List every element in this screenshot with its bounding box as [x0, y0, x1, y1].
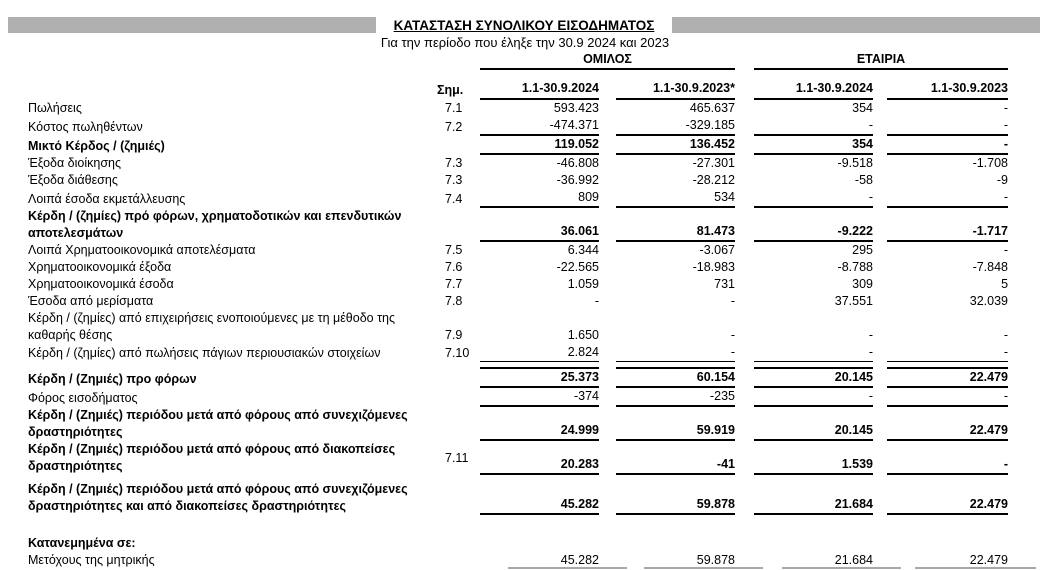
spacer — [599, 70, 616, 100]
table-row-other-financial-results — [28, 242, 1008, 259]
spacer — [599, 242, 616, 259]
value-cell: 119.052 — [480, 136, 599, 155]
value-cell: -22.565 — [556, 260, 599, 274]
value-cell: - — [594, 294, 599, 308]
spacer — [28, 70, 437, 100]
note-ref: 7.7 — [445, 277, 463, 291]
value-cell: -36.992 — [556, 173, 599, 187]
rule-segment — [480, 362, 599, 369]
value-cell: 1.059 — [567, 277, 599, 291]
value-cell: 295 — [852, 243, 873, 257]
spacer — [599, 475, 616, 515]
value-cell — [754, 515, 873, 552]
rule-segment — [887, 362, 1008, 369]
note-ref: 7.2 — [445, 120, 463, 134]
value-cell: 24.999 — [480, 407, 599, 441]
spacer — [437, 50, 480, 70]
group-header-omilos: ΟΜΙΛΟΣ — [480, 50, 735, 70]
value-cell — [616, 515, 735, 552]
spacer — [437, 362, 480, 369]
value-cell: 22.479 — [969, 553, 1009, 567]
row-label: Φόρος εισοδήματος — [28, 391, 138, 405]
value-cell: - — [887, 136, 1008, 155]
value-cell: - — [887, 344, 1008, 362]
spacer — [873, 362, 887, 369]
table-row-attributable-to — [28, 515, 1008, 552]
value-cell: -9 — [996, 173, 1009, 187]
spacer — [873, 155, 887, 172]
row-label: Πωλήσεις — [28, 101, 82, 115]
table-row-profit-discontinued-operations — [28, 441, 1008, 475]
row-label: Κατανεμημένα σε: — [28, 536, 136, 550]
column-header-etairia-2024: 1.1-30.9.2024 — [754, 70, 873, 100]
spacer — [735, 242, 754, 259]
note-ref — [437, 475, 480, 515]
value-cell: -46.808 — [556, 156, 599, 170]
column-header-row — [28, 70, 1008, 100]
value-cell: 22.479 — [887, 407, 1008, 441]
table-row-ebit — [28, 208, 1008, 242]
spacer — [599, 100, 616, 117]
value-cell: 6.344 — [567, 243, 599, 257]
spacer — [873, 276, 887, 293]
rule-segment — [754, 362, 873, 369]
value-cell: - — [754, 117, 873, 136]
value-cell: 59.878 — [616, 475, 735, 515]
value-cell: - — [887, 441, 1008, 475]
spacer — [599, 310, 616, 344]
value-cell: 21.684 — [834, 553, 873, 567]
row-label: Κέρδη / (Ζημιές) προ φόρων — [28, 372, 197, 386]
spacer — [873, 475, 887, 515]
value-cell: - — [754, 388, 873, 407]
spacer — [873, 310, 887, 344]
spacer — [873, 407, 887, 441]
spacer — [599, 515, 616, 552]
note-ref: 7.8 — [445, 294, 463, 308]
value-cell: 354 — [754, 136, 873, 155]
value-cell: 36.061 — [480, 208, 599, 242]
value-cell: 32.039 — [969, 294, 1009, 308]
spacer — [599, 117, 616, 136]
value-cell: 59.878 — [696, 553, 735, 567]
value-cell: 37.551 — [834, 294, 873, 308]
table-row-sales — [28, 100, 1008, 117]
note-ref — [437, 388, 480, 407]
value-cell: 21.684 — [754, 475, 873, 515]
spacer — [599, 441, 616, 475]
income-statement-table — [28, 50, 1008, 569]
spacer — [873, 441, 887, 475]
spacer — [735, 475, 754, 515]
value-cell: 5 — [1001, 277, 1009, 291]
value-cell: -8.788 — [837, 260, 873, 274]
spacer — [735, 369, 754, 388]
group-header-row — [28, 50, 1008, 70]
value-cell: -3.067 — [699, 243, 735, 257]
table-row-fixed-asset-sales-result — [28, 344, 1008, 362]
value-cell: 25.373 — [480, 369, 599, 388]
value-cell: - — [1003, 328, 1009, 342]
spacer — [873, 369, 887, 388]
value-cell: 2.824 — [480, 344, 599, 362]
value-cell: - — [1003, 101, 1009, 115]
spacer — [873, 515, 887, 552]
note-ref: 7.6 — [445, 260, 463, 274]
spacer — [599, 388, 616, 407]
table-border-fragment — [782, 567, 901, 569]
value-cell: 809 — [480, 189, 599, 208]
note-ref: 7.3 — [445, 156, 463, 170]
value-cell: - — [754, 344, 873, 362]
row-label: Μετόχους της μητρικής — [28, 553, 155, 567]
value-cell: - — [730, 328, 735, 342]
spacer — [873, 100, 887, 117]
note-ref: 7.9 — [445, 328, 463, 342]
note-ref — [437, 407, 480, 441]
table-row-income-tax — [28, 388, 1008, 407]
value-cell: -28.212 — [692, 173, 735, 187]
row-label: Κόστος πωληθέντων — [28, 120, 143, 134]
table-row-dividend-income — [28, 293, 1008, 310]
row-label: Χρηματοοικονομικά έξοδα — [28, 260, 172, 274]
value-cell: -58 — [854, 173, 873, 187]
note-ref: 7.4 — [445, 192, 463, 206]
spacer — [599, 344, 616, 362]
value-cell: - — [754, 189, 873, 208]
spacer — [735, 515, 754, 552]
spacer — [735, 310, 754, 344]
note-ref: 7.3 — [445, 173, 463, 187]
spacer — [599, 259, 616, 276]
spacer — [599, 362, 616, 369]
value-cell: -1.717 — [887, 208, 1008, 242]
spacer — [735, 50, 754, 70]
note-ref — [437, 515, 480, 552]
table-row-financial-income — [28, 276, 1008, 293]
value-cell: - — [887, 189, 1008, 208]
spacer — [735, 100, 754, 117]
page-title: ΚΑΤΑΣΤΑΣΗ ΣΥΝΟΛΙΚΟΥ ΕΙΣΟΔΗΜΑΤΟΣ — [376, 15, 673, 36]
spacer — [599, 407, 616, 441]
spacer — [735, 441, 754, 475]
spacer — [28, 50, 437, 70]
value-cell: -474.371 — [480, 117, 599, 136]
row-label: Λοιπά Χρηματοοικονομικά αποτελέσματα — [28, 243, 256, 257]
value-cell: 1.539 — [754, 441, 873, 475]
value-cell — [480, 515, 599, 552]
value-cell: 60.154 — [616, 369, 735, 388]
value-cell: 731 — [714, 277, 735, 291]
spacer — [735, 136, 754, 155]
rule-segment — [616, 362, 735, 369]
row-label: Έξοδα διοίκησης — [28, 156, 122, 170]
spacer — [873, 136, 887, 155]
title-band — [8, 17, 1040, 33]
table-border-fragment — [508, 567, 627, 569]
value-cell: 22.479 — [887, 369, 1008, 388]
table-row-admin-expenses — [28, 155, 1008, 172]
value-cell: - — [730, 294, 735, 308]
spacer — [599, 136, 616, 155]
spacer — [873, 293, 887, 310]
note-ref: 7.10 — [445, 346, 470, 360]
value-cell: 354 — [852, 101, 873, 115]
value-cell: -1.708 — [972, 156, 1009, 170]
table-row-profit-continuing-operations — [28, 407, 1008, 441]
spacer — [599, 369, 616, 388]
row-label: Κέρδη / (Ζημιές) περιόδου μετά από φόρους από διακοπείσες δραστηριότητες — [28, 442, 396, 473]
spacer — [735, 407, 754, 441]
value-cell: -9.518 — [837, 156, 873, 170]
spacer — [873, 344, 887, 362]
value-cell: 465.637 — [689, 101, 735, 115]
spacer — [735, 362, 754, 369]
column-header-omilos-2024: 1.1-30.9.2024 — [480, 70, 599, 100]
value-cell: 20.283 — [480, 441, 599, 475]
value-cell: 136.452 — [616, 136, 735, 155]
column-header-etairia-2023: 1.1-30.9.2023 — [887, 70, 1008, 100]
spacer — [873, 70, 887, 100]
spacer — [873, 259, 887, 276]
value-cell: 1.650 — [567, 328, 599, 342]
table-row-gross-profit — [28, 136, 1008, 155]
spacer — [735, 388, 754, 407]
spacer — [735, 70, 754, 100]
spacer — [873, 242, 887, 259]
value-cell: 593.423 — [553, 101, 599, 115]
spacer — [735, 293, 754, 310]
note-ref: 7.1 — [445, 101, 463, 115]
spacer — [735, 208, 754, 242]
value-cell: 309 — [852, 277, 873, 291]
spacer — [873, 117, 887, 136]
value-cell: 20.145 — [754, 369, 873, 388]
spacer — [873, 189, 887, 208]
table-row-cost-of-sales — [28, 117, 1008, 136]
value-cell: -329.185 — [616, 117, 735, 136]
table-row-total-profit — [28, 475, 1008, 515]
group-header-etairia: ΕΤΑΙΡΙΑ — [754, 50, 1008, 70]
spacer — [735, 344, 754, 362]
row-label: Κέρδη / (ζημίες) από επιχειρήσεις ενοποιούμενες με τη μέθοδο της καθαρής θέσης — [28, 311, 395, 342]
spacer — [873, 172, 887, 189]
spacer — [735, 259, 754, 276]
value-cell: -374 — [480, 388, 599, 407]
note-column-header: Σημ. — [437, 83, 464, 97]
note-ref: 7.5 — [445, 243, 463, 257]
value-cell: -7.848 — [972, 260, 1009, 274]
note-ref — [437, 208, 480, 242]
page-subtitle: Για την περίοδο που έληξε την 30.9 2024 και 2023 — [380, 35, 670, 50]
row-label: Έξοδα διάθεσης — [28, 173, 118, 187]
table-row-equity-method-result — [28, 310, 1008, 344]
value-cell — [887, 515, 1008, 552]
value-cell: - — [1003, 243, 1009, 257]
spacer — [735, 189, 754, 208]
table-row-other-operating-income — [28, 189, 1008, 208]
spacer — [873, 388, 887, 407]
value-cell: 20.145 — [754, 407, 873, 441]
spacer — [735, 276, 754, 293]
row-label: Έσοδα από μερίσματα — [28, 294, 154, 308]
spacer — [599, 208, 616, 242]
value-cell: -41 — [616, 441, 735, 475]
spacer — [599, 189, 616, 208]
rule-row — [28, 362, 1008, 369]
spacer — [735, 117, 754, 136]
row-label: Λοιπά έσοδα εκμετάλλευσης — [28, 192, 186, 206]
row-label: Κέρδη / (Ζημιές) περιόδου μετά από φόρους από συνεχιζόμενες δραστηριότητες — [28, 408, 408, 439]
row-label: Κέρδη / (ζημίες) πρό φόρων, χρηματοδοτικών και επενδυτικών αποτελεσμάτων — [28, 209, 402, 240]
row-label: Χρηματοοικονομικά έσοδα — [28, 277, 174, 291]
spacer — [735, 155, 754, 172]
spacer — [28, 362, 437, 369]
note-ref: 7.11 — [445, 450, 469, 465]
value-cell: - — [616, 344, 735, 362]
value-cell: 45.282 — [480, 475, 599, 515]
value-cell: -9.222 — [754, 208, 873, 242]
value-cell: 81.473 — [616, 208, 735, 242]
table-border-fragment — [644, 567, 763, 569]
note-ref — [437, 369, 480, 388]
column-header-omilos-2023: 1.1-30.9.2023* — [616, 70, 735, 100]
value-cell: - — [887, 388, 1008, 407]
value-cell: - — [868, 328, 873, 342]
table-row-selling-expenses — [28, 172, 1008, 189]
spacer — [599, 155, 616, 172]
note-ref — [437, 552, 480, 569]
spacer — [735, 172, 754, 189]
spacer — [599, 276, 616, 293]
value-cell: 22.479 — [887, 475, 1008, 515]
spacer — [599, 293, 616, 310]
note-ref — [437, 136, 480, 155]
table-row-financial-expenses — [28, 259, 1008, 276]
spacer — [599, 172, 616, 189]
value-cell: -18.983 — [692, 260, 735, 274]
table-row-profit-before-tax — [28, 369, 1008, 388]
row-label: Κέρδη / (Ζημιές) περιόδου μετά από φόρους από συνεχιζόμενες δραστηριότητες και από διακοπείσες δραστηριότητες — [28, 482, 408, 513]
value-cell: 59.919 — [616, 407, 735, 441]
table-border-fragment — [915, 567, 1036, 569]
value-cell: 45.282 — [560, 553, 599, 567]
value-cell: -27.301 — [692, 156, 735, 170]
value-cell: 534 — [616, 189, 735, 208]
spacer — [873, 208, 887, 242]
row-label: Κέρδη / (ζημίες) από πωλήσεις πάγιων περιουσιακών στοιχείων — [28, 346, 381, 360]
value-cell: -235 — [616, 388, 735, 407]
row-label: Μικτό Κέρδος / (ζημιές) — [28, 139, 165, 153]
value-cell: - — [887, 117, 1008, 136]
